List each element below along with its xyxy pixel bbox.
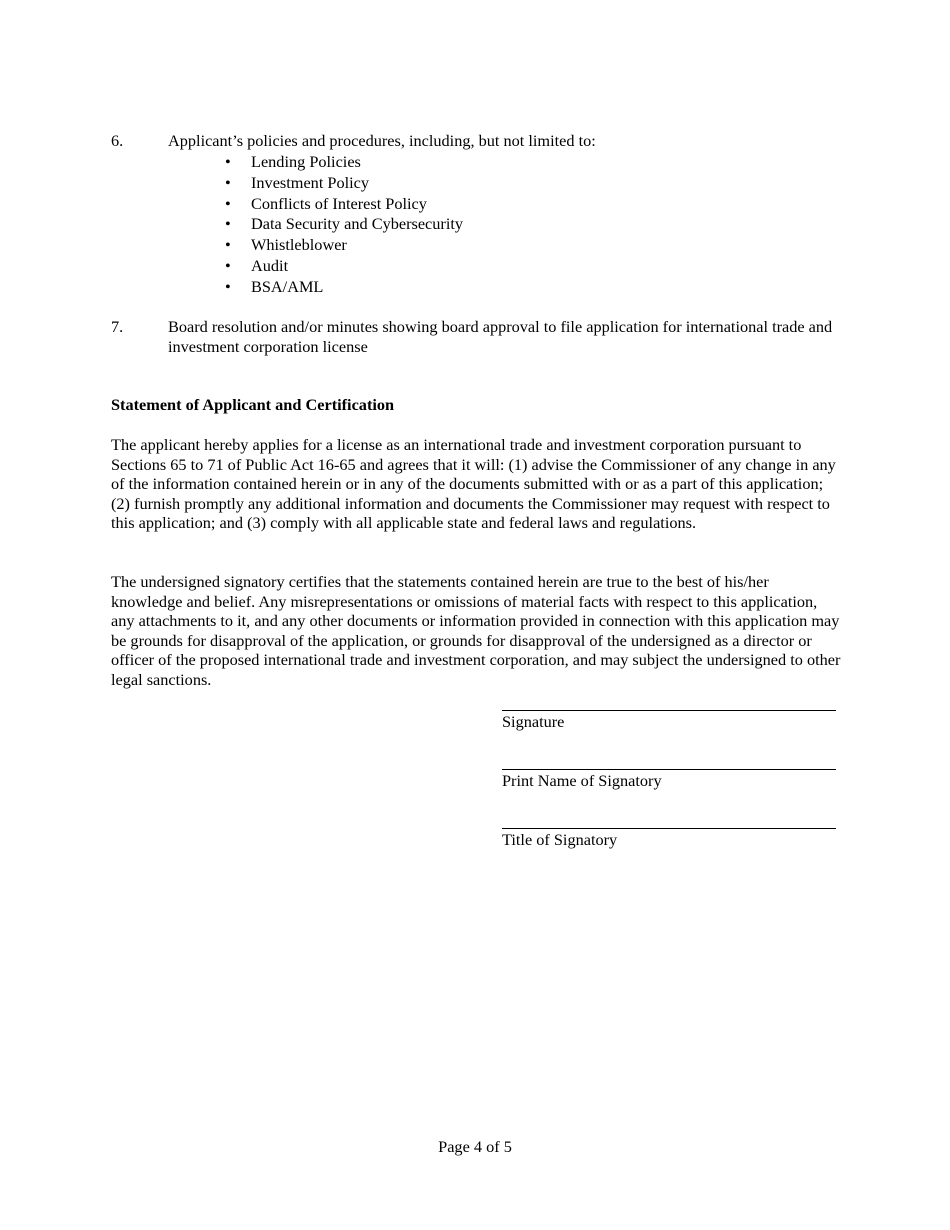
print-name-field	[502, 769, 836, 791]
page-number: Page 4 of 5	[438, 1137, 512, 1156]
bullet-icon: •	[225, 172, 231, 192]
policy-label: Lending Policies	[251, 152, 361, 171]
title-label: Title of Signatory	[502, 830, 618, 849]
section-heading: Statement of Applicant and Certification	[111, 395, 395, 414]
signature-line	[502, 769, 836, 770]
bullet-icon: •	[225, 214, 231, 234]
policy-label: BSA/AML	[251, 276, 324, 296]
signature-field	[502, 710, 836, 732]
item-text: Applicant’s policies and procedures, including, but not limited to:	[168, 131, 596, 150]
signature-line	[502, 828, 836, 829]
signature-label: Signature	[502, 712, 565, 731]
bullet-icon: •	[225, 276, 231, 296]
certification-paragraph: The undersigned signatory certifies that the statements contained herein are true to the best of his/her knowledge and belief. Any misrepresentations or omissions of material facts with respect to this application, any attachments to it, and any other documents or information provided in connection with this application may be grounds for disapproval of the application, or grounds for disapproval of the undersigned as a director or officer of the proposed international trade and investment corporation, and may subject the undersigned to other legal sanctions.	[111, 572, 841, 689]
signature-line	[502, 710, 836, 711]
policy-label: Investment Policy	[251, 172, 370, 192]
policy-label: Audit	[251, 255, 289, 275]
bullet-icon: •	[225, 152, 231, 171]
item-number: 7.	[111, 317, 124, 336]
print-name-label: Print Name of Signatory	[502, 771, 662, 790]
bullet-icon: •	[225, 255, 231, 275]
item-number: 6.	[111, 131, 124, 150]
application-statement-paragraph: The applicant hereby applies for a license as an international trade and investment corporation pursuant to Sections 65 to 71 of Public Act 16-65 and agrees that it will: (1) advise the Commissioner of any change in any of the information contained herein or in any of the documents submitted with or as a part of this application; (2) furnish promptly any additional information and documents the Commissioner may request with respect to this application; and (3) comply with all applicable state and federal laws and regulations.	[111, 435, 836, 533]
policy-label: Whistleblower	[251, 235, 347, 255]
policy-label: Data Security and Cybersecurity	[251, 214, 464, 234]
item-text: Board resolution and/or minutes showing board approval to file application for international trade and investment corporation license	[168, 317, 833, 356]
policy-label: Conflicts of Interest Policy	[251, 193, 427, 213]
title-field	[502, 828, 836, 850]
bullet-icon: •	[225, 193, 231, 213]
bullet-icon: •	[225, 235, 231, 255]
